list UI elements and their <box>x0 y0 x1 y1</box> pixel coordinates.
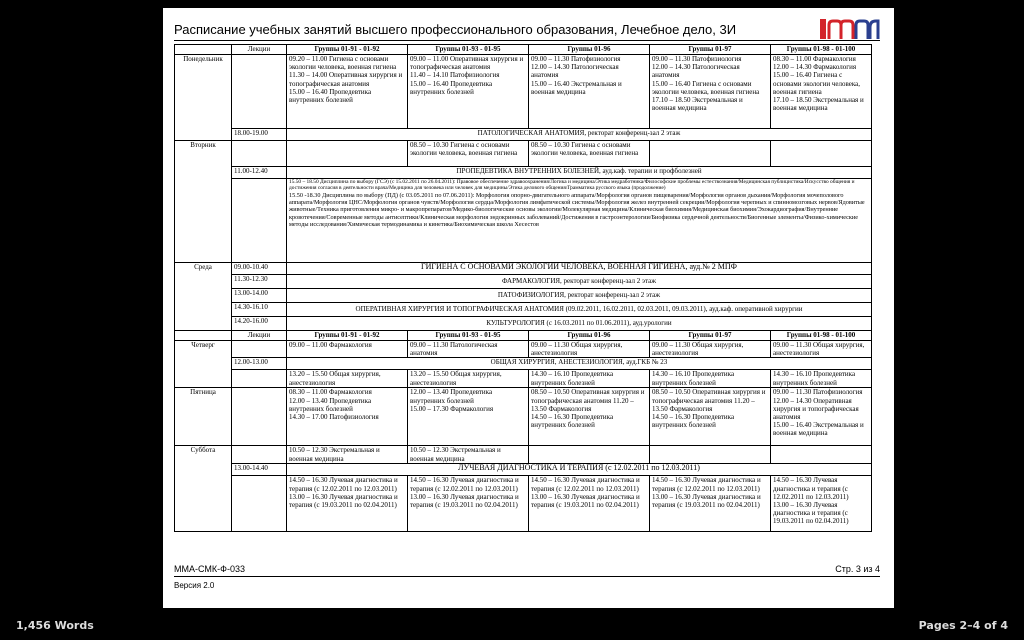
header-divider <box>174 40 880 41</box>
group-cell <box>650 55 771 129</box>
group-cell <box>529 388 650 446</box>
table-row <box>175 388 872 446</box>
header-cell-lectures: Лекции <box>232 45 287 55</box>
lecture-time: 11.30-12.30 <box>232 275 287 289</box>
cell-text: 08.50 – 10.50 Оперативная хирургия и топографическая анатомия 11.20 – 13.50 Фармакология 14.50 – 16.30 Пропедевтика внутренних болезней <box>652 388 766 430</box>
cell-text: 09.20 – 11.00 Гигиена с основами экологии человека, военная гигиена 11.30 – 14.00 Оперативная хирургия и топографическая анатомия 15.00 – 16.40 Пропедевтика внутренних болезней <box>289 55 403 105</box>
elective-text-2: 15.50 -18.30 Дисциплина по выбору (ПД) (с 03.05.2011 по 07.06.2011): Морфология опорно-двигательного аппарата/Морфология органов пищеварения/Морфология органов дыхания/Морфология мочеполового аппарата/Морфология ЦНС/Морфология органов чувств/Морфология сердца/Морфология лимфатической системы/Морфология желез внутренней секреции/Морфология черепных и спинномозговых нервов/Ядовитые животные/Техника приготовления микро- и макропрепаратов/Медико-биологические основы экологии/Молекулярная медицина/Клиническая биохимия/Медицинская биохимия/Эхокардиография/Внутренние кровотечения/Современные методы антисептики/Клиническая морфология эндокринных заболеваний/Достижения в гастроэнтерологии/Биофизика сердечной деятельности/Биогенные элементы/Физико-химические методы исследования/Химическая термодинамика и кинетика/Биохимическая школа Хесестов <box>289 191 865 228</box>
group-cell <box>650 388 771 446</box>
day-label-saturday: Суббота <box>175 446 232 532</box>
group-cell <box>529 141 650 167</box>
table-row <box>175 317 872 331</box>
cell-text: 09.00 – 11.30 Патологическая анатомия <box>410 341 498 358</box>
cell-text: 09.00 – 11.30 Патофизиология 12.00 – 14.30 Патологическая анатомия 15.00 – 16.40 Экстремальная и военная медицина <box>531 55 622 96</box>
table-header-row <box>175 45 872 55</box>
cell-text: 14.30 – 16.10 Пропедевтика внутренних болезней <box>531 370 614 387</box>
cell-text: 08.30 – 11.00 Фармакология 12.00 – 14.30 Фармакология 15.00 – 16.40 Гигиена с основами экологии человека, военная гигиена 17.10 – 18.50 Экстремальная и военная медицина <box>773 55 864 113</box>
group-cell <box>287 446 408 464</box>
group-cell <box>771 55 872 129</box>
lecture-banner: ПАТОФИЗИОЛОГИЯ, ректорат конференц-зал 2 этаж <box>287 289 872 303</box>
lecture-banner: ПРОПЕДЕВТИКА ВНУТРЕННИХ БОЛЕЗНЕЙ, ауд.каф. терапии и профболезней <box>287 167 872 179</box>
cell-text: 09.00 – 11.30 Общая хирургия, анестезиология <box>652 341 744 358</box>
footer-form-code: ММА-СМК-Ф-033 <box>174 564 245 574</box>
table-row <box>175 341 872 358</box>
group-cell <box>408 341 529 358</box>
table-row <box>175 476 872 532</box>
table-row <box>175 303 872 317</box>
lecture-banner: ПАТОЛОГИЧЕСКАЯ АНАТОМИЯ, ректорат конференц-зал 2 этаж <box>287 129 872 141</box>
elective-cell <box>287 179 872 263</box>
header-cell-group-5: Группы 01-98 - 01-100 <box>771 45 872 55</box>
table-header-row <box>175 331 872 341</box>
lecture-banner: ОБЩАЯ ХИРУРГИЯ, АНЕСТЕЗИОЛОГИЯ, ауд.ГКБ № 23 <box>287 358 872 370</box>
lecture-time: 09.00-10.40 <box>232 263 287 275</box>
table-row <box>175 275 872 289</box>
group-cell <box>650 341 771 358</box>
cell-text: 14.50 – 16.30 Лучевая диагностика и терапия (с 12.02.2011 по 12.03.2011) 13.00 – 16.30 Лучевая диагностика и терапия (с 19.03.2011 по 02.04.2011) <box>410 476 519 510</box>
lecture-time: 11.00-12.40 <box>232 167 287 179</box>
lecture-banner: ФАРМАКОЛОГИЯ, ректорат конференц-зал 2 этаж <box>287 275 872 289</box>
cell-text: 14.50 – 16.30 Лучевая диагностика и терапия (с 12.02.2011 по 12.03.2011) 13.00 – 16.30 Лучевая диагностика и терапия (с 19.03.2011 по 02.04.2011) <box>531 476 640 510</box>
group-cell <box>287 388 408 446</box>
table-row <box>175 370 872 388</box>
lecture-time: 13.00-14.00 <box>232 289 287 303</box>
group-cell <box>771 341 872 358</box>
table-row <box>175 129 872 141</box>
table-row <box>175 179 872 263</box>
header-cell-group-2: Группы 01-93 - 01-95 <box>408 45 529 55</box>
table-row <box>175 55 872 129</box>
cell-text: 13.20 – 15.50 Общая хирургия, анестезиология <box>410 370 502 387</box>
cell-text: 09.00 – 11.30 Общая хирургия, анестезиология <box>773 341 865 358</box>
day-label-monday: Понедельник <box>175 55 232 141</box>
header-cell-group-3: Группы 01-96 <box>529 331 650 341</box>
table-row <box>175 446 872 464</box>
page-indicator[interactable]: Pages 2–4 of 4 <box>918 619 1008 632</box>
lecture-time: 14.20-16.00 <box>232 317 287 331</box>
lecture-cell <box>232 446 287 464</box>
group-cell <box>529 446 650 464</box>
footer-version: Версия 2.0 <box>174 581 215 590</box>
day-label-wednesday: Среда <box>175 263 232 331</box>
lecture-cell <box>232 370 287 388</box>
day-label-tuesday: Вторник <box>175 141 232 263</box>
group-cell <box>529 341 650 358</box>
group-cell <box>771 476 872 532</box>
lecture-banner: ОПЕРАТИВНАЯ ХИРУРГИЯ И ТОПОГРАФИЧЕСКАЯ АНАТОМИЯ (09.02.2011, 16.02.2011, 02.03.2011, 09.03.2011), ауд.каф. оперативной хирургии <box>287 303 872 317</box>
cell-text: 09.00 – 11.00 Фармакология <box>289 341 372 349</box>
group-cell <box>650 370 771 388</box>
group-cell <box>529 476 650 532</box>
cell-text: 08.50 – 10.50 Оперативная хирургия и топографическая анатомия 11.20 – 13.50 Фармакология 14.50 – 16.30 Пропедевтика внутренних болезней <box>531 388 645 430</box>
table-row <box>175 167 872 179</box>
lecture-time: 13.00-14.40 <box>232 464 287 476</box>
lecture-cell <box>232 179 287 263</box>
elective-text-1: 15.50 – 18.50 Дисциплина по выбору (ГСЭ) (с 15.02.2011 по 26.04.2011): Правовое обеспечение здравоохранения/Логика и медицина/Этика медработника/Философские проблемы естествознания/Медицинская публицистика/Искусство общения и достижения согласия в деятельности врача/Медицина для человека или человек для медицины/Этика делового общения/Грамматика русского языка (продолжение) <box>289 179 855 192</box>
table-row <box>175 464 872 476</box>
cell-text: 14.50 – 16.30 Лучевая диагностика и терапия (с 12.02.2011 по 12.03.2011) 13.00 – 16.30 Лучевая диагностика и терапия (с 19.03.2011 по 02.04.2011) <box>289 476 398 510</box>
group-cell <box>771 141 872 167</box>
lecture-time: 18.00-19.00 <box>232 129 287 141</box>
cell-text: 10.50 – 12.30 Экстремальная и военная медицина <box>289 446 380 463</box>
cell-text: 08.30 – 11.00 Фармакология 12.00 – 13.40 Пропедевтика внутренних болезней 14.30 – 17.00 Патофизиология <box>289 388 379 422</box>
document-title: Расписание учебных занятий высшего профессионального образования, Лечебное дело, 3И <box>174 22 737 37</box>
header-cell-group-1: Группы 01-91 - 01-92 <box>287 45 408 55</box>
group-cell <box>529 55 650 129</box>
cell-text: 13.20 – 15.50 Общая хирургия, анестезиология <box>289 370 381 387</box>
cell-text: 14.50 – 16.30 Лучевая диагностика и терапия (с 12.02.2011 по 12.03.2011) 13.00 – 16.30 Лучевая диагностика и терапия (с 19.03.2011 по 02.04.2011) <box>773 476 849 526</box>
lecture-banner: ЛУЧЕВАЯ ДИАГНОСТИКА И ТЕРАПИЯ (с 12.02.2011 по 12.03.2011) <box>287 464 872 476</box>
cell-text: 09.00 – 11.00 Оперативная хирургия и топографическая анатомия 11.40 – 14.10 Патофизиология 15.00 – 16.40 Пропедевтика внутренних болезней <box>410 55 524 96</box>
cell-text: 14.30 – 16.10 Пропедевтика внутренних болезней <box>773 370 856 387</box>
word-count[interactable]: 1,456 Words <box>16 619 94 632</box>
lecture-banner: ГИГИЕНА С ОСНОВАМИ ЭКОЛОГИИ ЧЕЛОВЕКА, ВОЕННАЯ ГИГИЕНА, ауд.№ 2 МПФ <box>287 263 872 275</box>
header-cell-day <box>175 45 232 55</box>
group-cell <box>771 388 872 446</box>
cell-text: 14.30 – 16.10 Пропедевтика внутренних болезней <box>652 370 735 387</box>
cell-text: 12.00 – 13.40 Пропедевтика внутренних болезней 15.00 – 17.30 Фармакология <box>410 388 494 413</box>
lecture-cell <box>232 388 287 446</box>
cell-text: 09.00 – 11.30 Патофизиология 12.00 – 14.30 Оперативная хирургия и топографическая анатомия 15.00 – 16.40 Экстремальная и военная медицина <box>773 388 864 438</box>
group-cell <box>771 370 872 388</box>
cell-text: 08.50 – 10.30 Гигиена с основами экологии человека, военная гигиена <box>410 141 518 158</box>
day-label-friday: Пятница <box>175 388 232 446</box>
lecture-cell <box>232 341 287 358</box>
lecture-cell <box>232 476 287 532</box>
group-cell <box>408 370 529 388</box>
table-row <box>175 263 872 275</box>
group-cell <box>650 476 771 532</box>
lecture-cell <box>232 141 287 167</box>
lecture-time: 14.30-16.10 <box>232 303 287 317</box>
group-cell <box>408 55 529 129</box>
document-page <box>163 8 894 608</box>
mma-logo <box>820 17 880 39</box>
group-cell <box>529 370 650 388</box>
day-label-thursday: Четверг <box>175 341 232 388</box>
group-cell <box>408 388 529 446</box>
footer-divider <box>174 576 880 577</box>
lecture-cell <box>232 55 287 129</box>
header-cell-group-3: Группы 01-96 <box>529 45 650 55</box>
header-cell-group-1: Группы 01-91 - 01-92 <box>287 331 408 341</box>
group-cell <box>650 446 771 464</box>
table-row <box>175 289 872 303</box>
lecture-time: 12.00-13.00 <box>232 358 287 370</box>
group-cell <box>408 446 529 464</box>
group-cell <box>287 476 408 532</box>
lecture-banner: КУЛЬТУРОЛОГИЯ (с 16.03.2011 по 01.06.2011), ауд.урологии <box>287 317 872 331</box>
header-cell-day <box>175 331 232 341</box>
header-cell-lectures: Лекции <box>232 331 287 341</box>
group-cell <box>408 476 529 532</box>
footer-page-number: Стр. 3 из 4 <box>835 564 880 574</box>
header-cell-group-4: Группы 01-97 <box>650 45 771 55</box>
table-row <box>175 141 872 167</box>
table-row <box>175 358 872 370</box>
group-cell <box>408 141 529 167</box>
cell-text: 09.00 – 11.30 Патофизиология 12.00 – 14.30 Патологическая анатомия 15.00 – 16.40 Гигиена с основами экологии человека, военная гигиена 17.10 – 18.50 Экстремальная и военная медицина <box>652 55 760 113</box>
cell-text: 08.50 – 10.30 Гигиена с основами экологии человека, военная гигиена <box>531 141 639 158</box>
header-cell-group-2: Группы 01-93 - 01-95 <box>408 331 529 341</box>
group-cell <box>287 370 408 388</box>
cell-text: 14.50 – 16.30 Лучевая диагностика и терапия (с 12.02.2011 по 12.03.2011) 13.00 – 16.30 Лучевая диагностика и терапия (с 19.03.2011 по 02.04.2011) <box>652 476 761 510</box>
group-cell <box>771 446 872 464</box>
header-cell-group-5: Группы 01-98 - 01-100 <box>771 331 872 341</box>
schedule-table <box>174 44 872 532</box>
group-cell <box>287 55 408 129</box>
cell-text: 09.00 – 11.30 Общая хирургия, анестезиология <box>531 341 623 358</box>
group-cell <box>650 141 771 167</box>
group-cell <box>287 141 408 167</box>
group-cell <box>287 341 408 358</box>
header-cell-group-4: Группы 01-97 <box>650 331 771 341</box>
cell-text: 10.50 – 12.30 Экстремальная и военная медицина <box>410 446 501 463</box>
